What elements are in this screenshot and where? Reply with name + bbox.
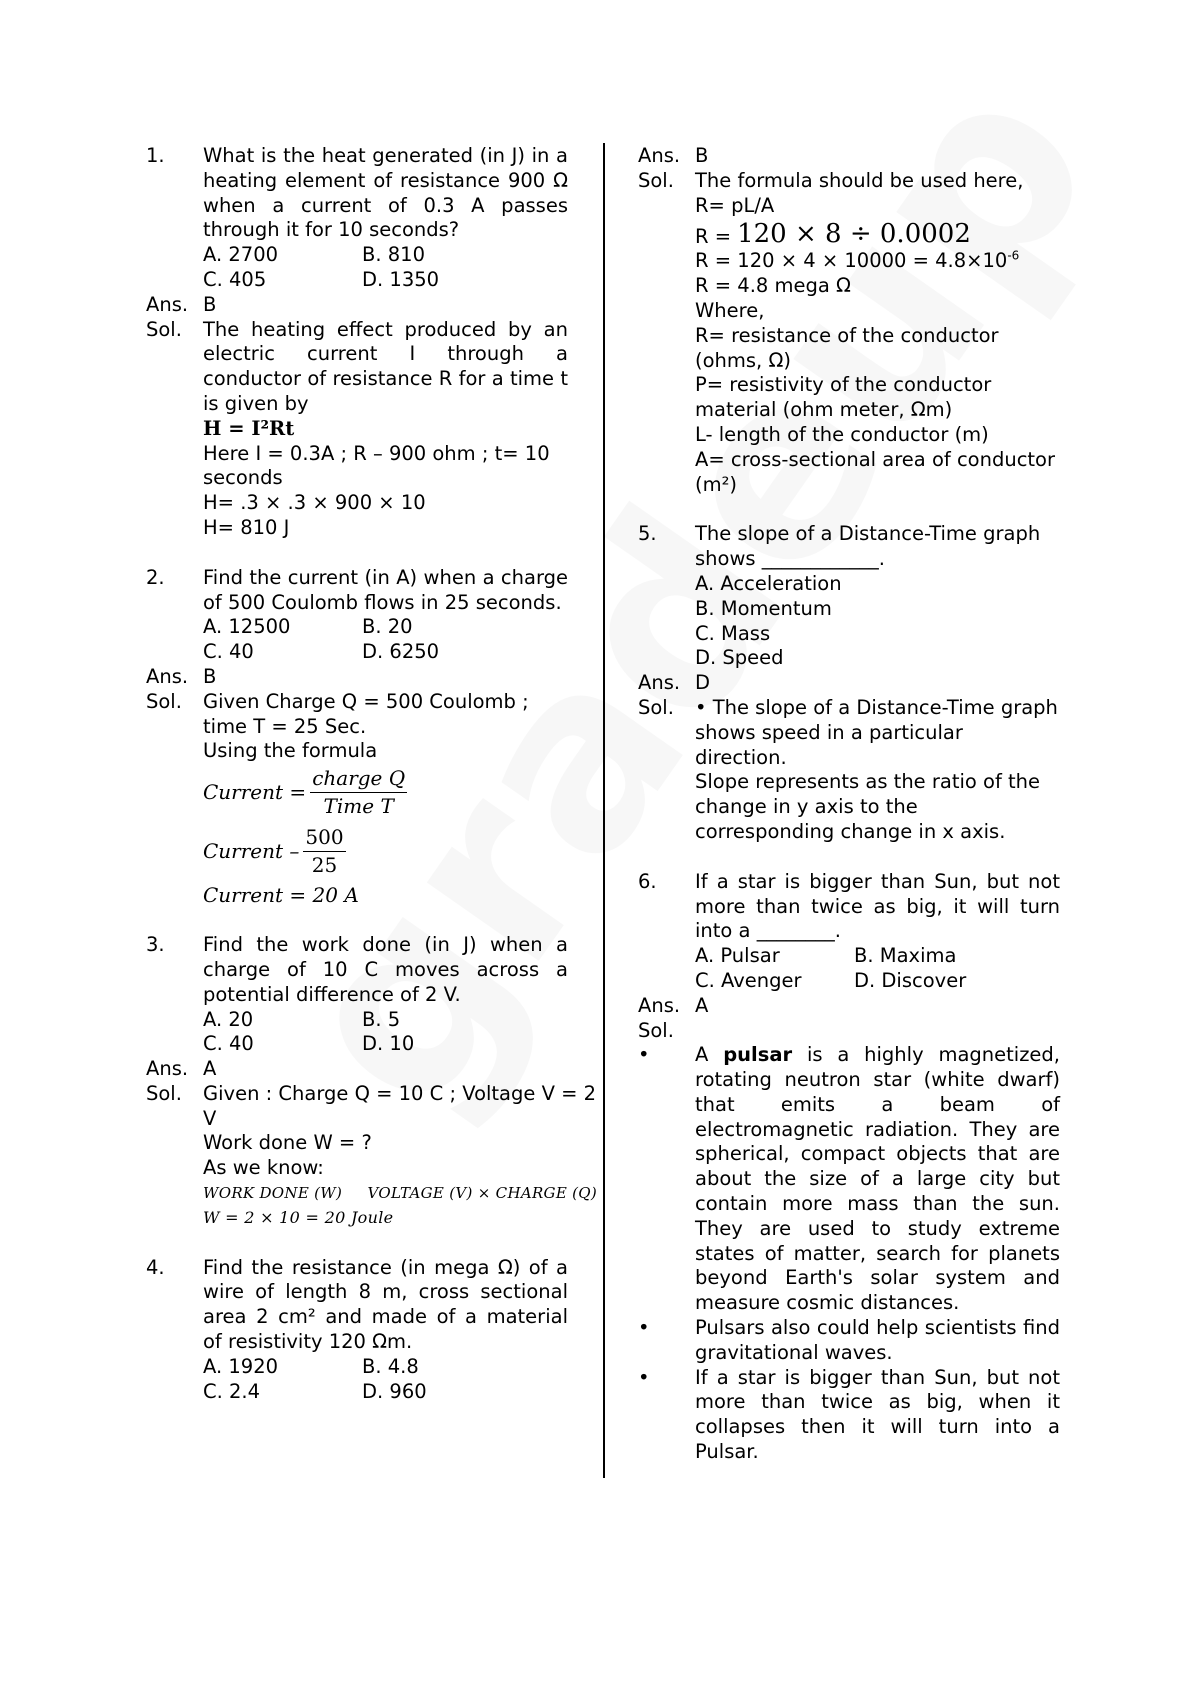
solution-line: Given Charge Q = 500 Coulomb ; time T = 25 Sec. [203,689,529,738]
answer-6 [638,994,1060,1019]
option-b: B. 810 [362,243,425,267]
solution-line: A= cross-sectional area of conductor (m²) [695,447,1056,496]
question-3 [146,933,568,1057]
current-result: Current = 20 A [203,883,359,908]
solution-label: Sol. [146,317,182,341]
solution-label: Sol. [146,1081,182,1105]
bullet-text: Pulsars also could help scientists find gravitational waves. [695,1316,1060,1364]
bold-term: pulsar [723,1043,793,1067]
question-text: Find the resistance (in mega Ω) of a wire of length 8 m, cross sectional area 2 cm² and made of a material of resistivity 120 Ωm. [203,1255,568,1354]
options-row [203,1008,568,1033]
option-b: B. 5 [362,1007,401,1031]
fraction [310,766,407,819]
options-row [203,640,568,665]
resistance-calc [695,218,1060,249]
option-b: B. 4.8 [362,1354,419,1378]
question-4 [146,1256,568,1405]
question-number: 3. [146,933,165,957]
answer-value: B [695,144,709,167]
calc-prefix: R = [695,224,732,248]
bullet-text: If a star is bigger than Sun, but not more than twice as big, when it collapses then it will turn into a Pulsar. [695,1365,1060,1464]
equation-lhs: Current – [203,838,300,863]
solution-3 [146,1081,598,1231]
option-a: A. Acceleration [695,571,842,595]
bullet-icon: • [638,1365,650,1389]
bullet-item [638,1043,1060,1316]
solution-line: Given : Charge Q = 10 C ; Voltage V = 2 V [203,1081,597,1130]
work-done-result: W = 2 × 10 = 20 Joule [203,1207,394,1227]
option-d: D. 6250 [362,640,440,664]
solution-line [695,249,1060,274]
solution-line: H= .3 × .3 × 900 × 10 [203,491,426,515]
solution-label: Sol. [638,1018,674,1042]
solution-line: H= 810 J [203,515,290,539]
option-d: D. Speed [695,646,784,670]
column-divider [603,143,605,1478]
option-a: A. 20 [203,1007,254,1031]
answer-label: Ans. [638,993,681,1017]
question-number: 4. [146,1255,165,1279]
solution-line: • The slope of a Distance-Time graph shows speed in a particular direction. [695,695,1058,769]
answer-label: Ans. [638,671,681,695]
bullet-text-start: A [695,1043,724,1067]
solution-4 [638,169,1060,498]
question-2 [146,566,568,665]
solution-line: R= resistance of the conductor (ohms, Ω) [695,323,999,372]
solution-line: The formula should be used here, [695,168,1024,192]
option-a: A. Pulsar [695,944,780,968]
solution-line: P= resistivity of the conductor material (ohm meter, Ωm) [695,373,992,422]
calc-line: R = 120 × 4 × 10000 = 4.8×10 [695,249,1008,273]
answer-value: B [203,292,217,316]
question-text: What is the heat generated (in J) in a heating element of resistance 900 Ω when a current of 0.3 A passes through it for 10 seconds? [203,144,568,242]
answer-value: A [203,1057,217,1081]
question-6 [638,870,1060,994]
question-text: Find the current (in A) when a charge of 500 Coulomb flows in 25 seconds. [203,565,568,614]
options-row [695,944,1060,969]
option-c: C. 2.4 [203,1379,261,1403]
solution-5 [638,696,1060,845]
options-row [203,1355,568,1380]
answer-label: Ans. [638,144,681,167]
answer-3 [146,1057,568,1082]
options-row [695,969,1060,994]
option-d: D. 1350 [362,267,440,291]
solution-label: Sol. [638,168,674,192]
option-b: B. Momentum [695,596,832,620]
option-b: B. Maxima [854,944,957,968]
answer-label: Ans. [146,664,189,688]
solution-line: Here I = 0.3A ; R – 900 ohm ; t= 10 seconds [203,441,550,490]
fraction-numerator: charge Q [310,766,407,793]
solution-2 [146,690,568,908]
answer-value: A [695,993,709,1017]
options-row [203,1380,568,1405]
answer-value: D [695,671,711,695]
bullet-icon: • [638,1043,650,1067]
option-a: A. 2700 [203,243,279,267]
solution-line: R = 4.8 mega Ω [695,274,851,298]
calc-expression: 120 × 8 ÷ 0.0002 [737,219,971,250]
right-column [638,144,1060,1465]
current-equation-1 [203,766,568,819]
answer-2 [146,665,568,690]
fraction-denominator: 25 [311,852,338,877]
bullet-item [638,1366,1060,1465]
bullet-icon: • [638,1316,650,1340]
question-text: The slope of a Distance-Time graph shows ____________. [695,522,1041,571]
work-done-equation: WORK DONE (W) VOLTAGE (V) × CHARGE (Q) [203,1184,598,1203]
option-d: D. 10 [362,1032,415,1056]
answer-5 [638,671,1060,696]
question-5 [638,522,1060,671]
answer-value: B [203,664,217,688]
left-column [146,144,598,1404]
fraction [303,825,345,878]
solution-line: As we know: [203,1156,324,1180]
bullet-item [638,1316,1060,1366]
solution-line: Where, [695,298,765,322]
question-number: 5. [638,522,657,546]
option-c: C. 40 [203,640,254,664]
solution-6 [638,1019,1060,1044]
answer-1 [146,293,568,318]
question-text: If a star is bigger than Sun, but not more than twice as big, it will turn into a ________. [695,869,1060,943]
option-c: C. 405 [203,267,267,291]
question-number: 1. [146,144,165,167]
question-text: Find the work done (in J) when a charge of 10 C moves across a potential difference of 2 V. [203,933,568,1006]
solution-text: The heating effect produced by an electric current I through a conductor of resistance R for a time t is given by [203,317,568,415]
question-number: 2. [146,565,165,589]
fraction-numerator: 500 [303,825,345,852]
option-c: C. 40 [203,1032,254,1056]
fraction-denominator: Time T [323,793,394,818]
bullet-text-rest: is a highly magnetized, rotating neutron star (white dwarf) that emits a beam of electromagnetic radiation. They are spherical, compact objects that are about the size of a large city but contain more mass than the sun. They are used to study extreme states of matter, search for planets beyond Earth's solar system and measure cosmic distances. [695,1043,1061,1315]
heat-formula: H = I²Rt [203,416,295,440]
equation-lhs: Current = [203,780,307,805]
solution-line: L- length of the conductor (m) [695,422,989,446]
answer-label: Ans. [146,1057,189,1081]
option-a: A. 1920 [203,1354,279,1378]
solution-line: Work done W = ? [203,1131,372,1155]
solution-line: Slope represents as the ratio of the change in y axis to the corresponding change in x axis. [695,770,1041,843]
options-row [203,243,568,268]
question-number: 6. [638,869,657,893]
option-a: A. 12500 [203,615,291,639]
option-c: C. Mass [695,621,771,645]
solution-1 [146,318,568,541]
options-row [203,1032,568,1057]
option-b: B. 20 [362,615,413,639]
solution-label: Sol. [146,689,182,713]
solution-line: R= pL/A [695,193,775,217]
option-d: D. Discover [854,968,967,992]
solution-label: Sol. [638,695,674,719]
bullet-text [695,1043,1060,1316]
option-c: C. Avenger [695,968,802,992]
solution-line: Using the formula [203,739,378,763]
options-row [203,615,568,640]
options-row [203,268,568,293]
question-1 [146,144,568,293]
exponent: -6 [1007,248,1020,263]
option-d: D. 960 [362,1379,427,1403]
current-equation-2 [203,825,568,878]
answer-4 [638,144,1060,169]
answer-label: Ans. [146,292,189,316]
